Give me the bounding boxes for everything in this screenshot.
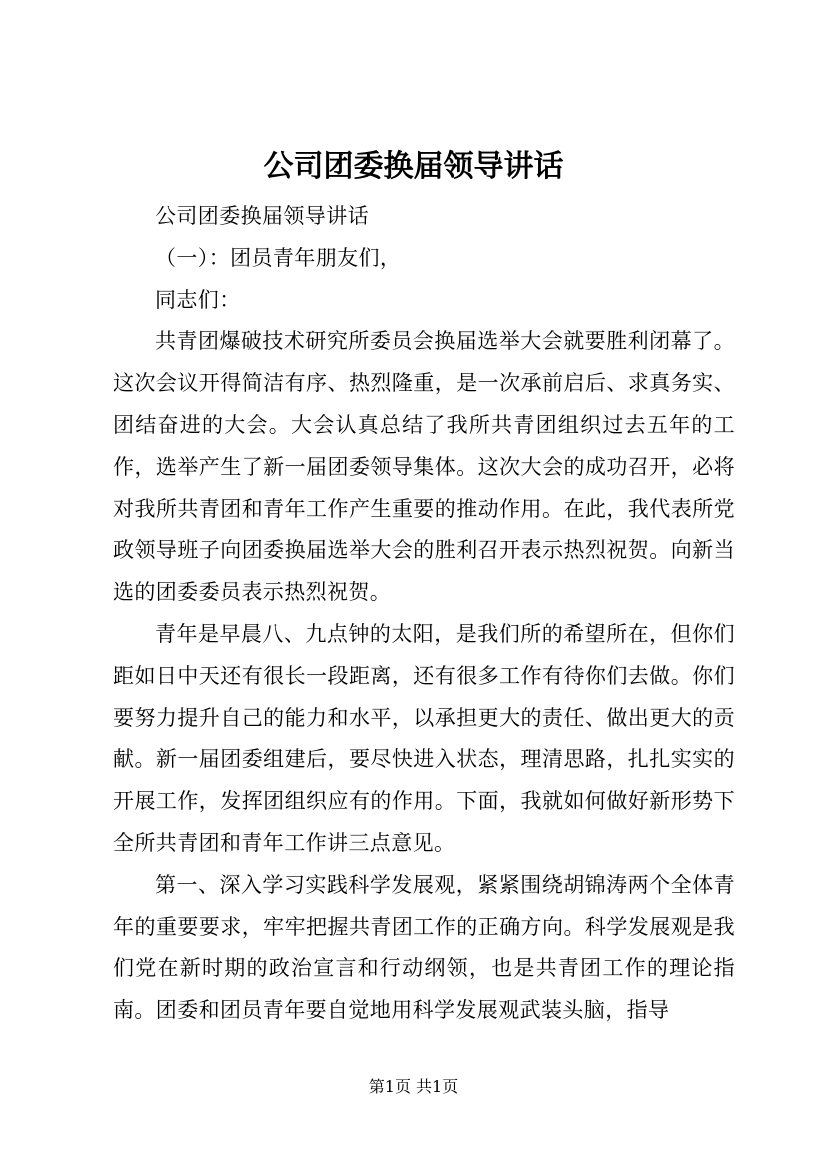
paragraph-body-2: 青年是早晨八、九点钟的太阳，是我们所的希望所在，但你们距如日中天还有很长一段距离，还有很多工作有待你们去做。你们要努力提升自己的能力和水平，以承担更大的责任、做出更大的贡献。新一届团委组建后，要尽快进入状态，理清思路，扎扎实实的开展工作，发挥团组织应有的作用。下面，我就如何做好新形势下全所共青团和青年工作讲三点意见。 (113, 621, 735, 855)
paragraph-body-1: 共青团爆破技术研究所委员会换届选举大会就要胜利闭幕了。这次会议开得简洁有序、热烈隆重，是一次承前启后、求真务实、团结奋进的大会。大会认真总结了我所共青团组织过去五年的工作，选举产生了新一届团委领导集体。这次大会的成功召开，必将对我所共青团和青年工作产生重要的推动作用。在此，我代表所党政领导班子向团委换届选举大会的胜利召开表示热烈祝贺。向新当选的团委委员表示热烈祝贺。 (113, 329, 735, 605)
paragraph-body-3: 第一、深入学习实践科学发展观，紧紧围绕胡锦涛两个全体青年的重要要求，牢牢把握共青团工作的正确方向。科学发展观是我们党在新时期的政治宣言和行动纲领，也是共青团工作的理论指南。团委和团员青年要自觉地用科学发展观武装头脑，指导 (113, 872, 735, 1023)
document-title: 公司团委换届领导讲话 (263, 149, 564, 184)
paragraph-subtitle: 公司团委换届领导讲话 (155, 204, 369, 228)
page-footer: 第1页 共1页 (368, 1077, 459, 1096)
document-body (113, 196, 735, 1032)
paragraph-salutation-2: 同志们： (155, 287, 241, 312)
paragraph-salutation-1: （一）：团员青年朋友们， (155, 245, 402, 270)
